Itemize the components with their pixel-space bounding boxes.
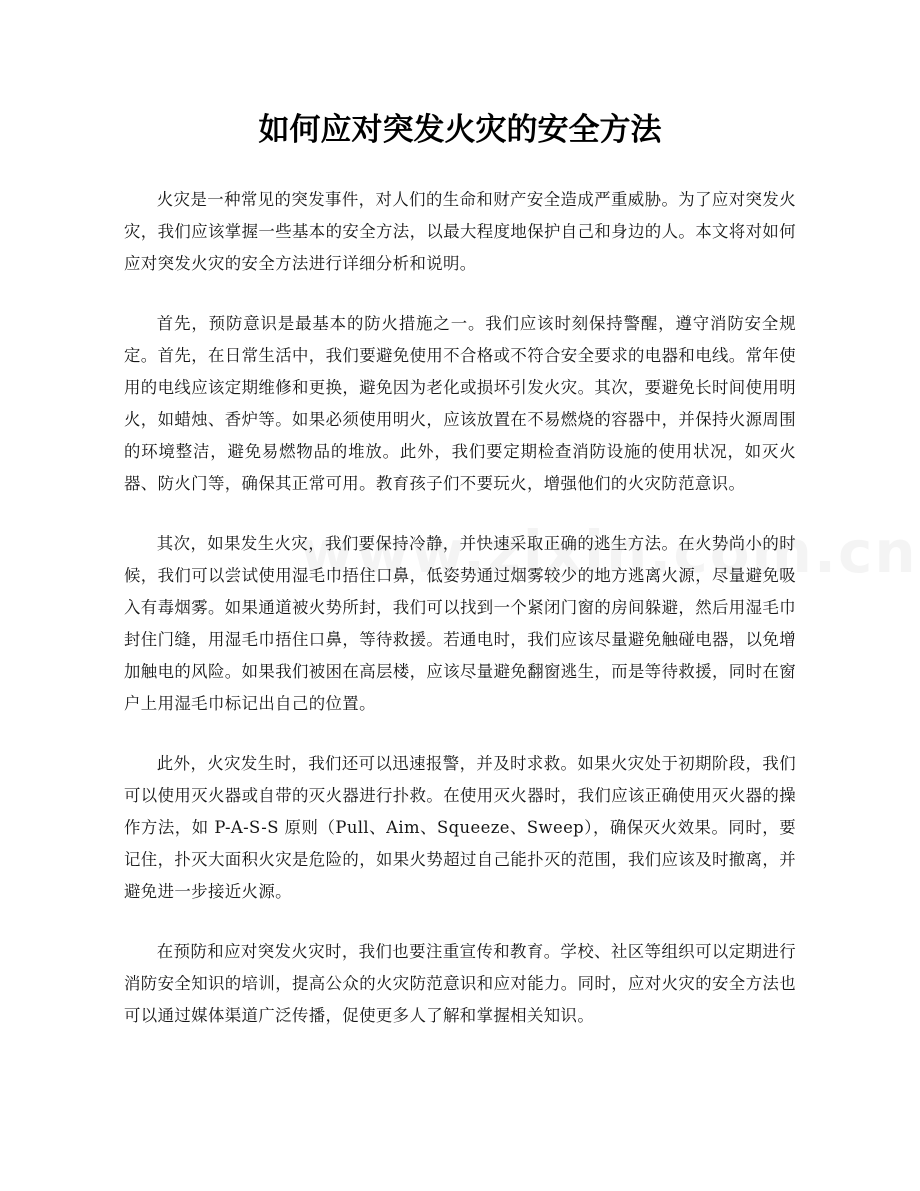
- page-title: 如何应对突发火灾的安全方法: [258, 112, 662, 148]
- document-body: [124, 184, 796, 1060]
- paragraph-escape: 其次，如果发生火灾，我们要保持冷静，并快速采取正确的逃生方法。在火势尚小的时候，我们可以尝试使用湿毛巾捂住口鼻，低姿势通过烟雾较少的地方逃离火源，尽量避免吸入有毒烟雾。如果通道被火势所封，我们可以找到一个紧闭门窗的房间躲避，然后用湿毛巾封住门缝，用湿毛巾捂住口鼻，等待救援。若通电时，我们应该尽量避免触碰电器，以免增加触电的风险。如果我们被困在高层楼，应该尽量避免翻窗逃生，而是等待救援，同时在窗户上用湿毛巾标记出自己的位置。: [124, 534, 796, 713]
- paragraph-education: 在预防和应对突发火灾时，我们也要注重宣传和教育。学校、社区等组织可以定期进行消防安全知识的培训，提高公众的火灾防范意识和应对能力。同时，应对火灾的安全方法也可以通过媒体渠道广泛传播，促使更多人了解和掌握相关知识。: [124, 942, 796, 1025]
- paragraph-intro: 火灾是一种常见的突发事件，对人们的生命和财产安全造成严重威胁。为了应对突发火灾，我们应该掌握一些基本的安全方法，以最大程度地保护自己和身边的人。本文将对如何应对突发火灾的安全方法进行详细分析和说明。: [124, 190, 796, 273]
- paragraph-alarm-extinguish: 此外，火灾发生时，我们还可以迅速报警，并及时求救。如果火灾处于初期阶段，我们可以使用灭火器或自带的灭火器进行扑救。在使用灭火器时，我们应该正确使用灭火器的操作方法，如 P-A-S-S 原则（Pull、Aim、Squeeze、Sweep），确保灭火效果。同时，要记住，扑灭大面积火灾是危险的，如果火势超过自己能扑灭的范围，我们应该及时撤离，并避免进一步接近火源。: [124, 754, 796, 901]
- paragraph-prevention: 首先，预防意识是最基本的防火措施之一。我们应该时刻保持警醒，遵守消防安全规定。首先，在日常生活中，我们要避免使用不合格或不符合安全要求的电器和电线。常年使用的电线应该定期维修和更换，避免因为老化或损坏引发火灾。其次，要避免长时间使用明火，如蜡烛、香炉等。如果必须使用明火，应该放置在不易燃烧的容器中，并保持火源周围的环境整洁，避免易燃物品的堆放。此外，我们要定期检查消防设施的使用状况，如灭火器、防火门等，确保其正常可用。教育孩子们不要玩火，增强他们的火灾防范意识。: [124, 314, 796, 493]
